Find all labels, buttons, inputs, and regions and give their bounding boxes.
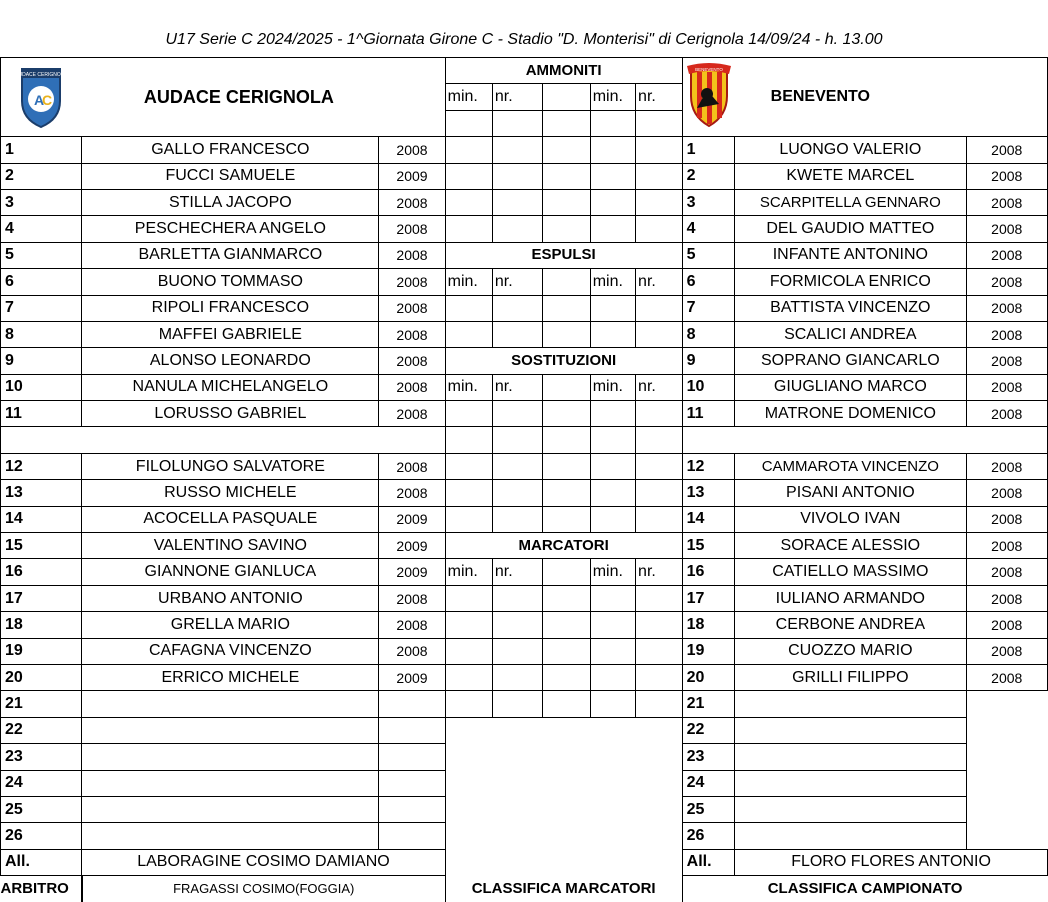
event-cell bbox=[543, 110, 590, 136]
home-player-name: MAFFEI GABRIELE bbox=[82, 321, 379, 347]
away-shirt-number: 13 bbox=[682, 480, 735, 506]
home-birth-year: 2009 bbox=[379, 559, 445, 585]
match-header: U17 Serie C 2024/2025 - 1^Giornata Girone C - Stadio "D. Monterisi" di Cerignola 14/09/24 - h. 13.00 bbox=[165, 31, 883, 48]
home-birth-year bbox=[379, 717, 445, 743]
home-birth-year: 2008 bbox=[379, 612, 445, 638]
ammoniti-title: AMMONITI bbox=[445, 58, 682, 84]
home-shirt-number: 20 bbox=[1, 664, 82, 690]
home-shirt-number: 23 bbox=[1, 744, 82, 770]
away-birth-year: 2008 bbox=[966, 506, 1047, 532]
event-cell bbox=[492, 664, 542, 690]
away-player-name: GRILLI FILIPPO bbox=[735, 664, 966, 690]
event-cell bbox=[543, 84, 590, 110]
home-player-name bbox=[82, 823, 379, 849]
away-shirt-number: 3 bbox=[682, 189, 735, 215]
away-birth-year: 2008 bbox=[966, 401, 1047, 427]
marcatori-min-label: min. bbox=[445, 559, 492, 585]
home-shirt-number: 21 bbox=[1, 691, 82, 717]
sostituzioni-min-label: min. bbox=[445, 374, 492, 400]
event-cell bbox=[445, 612, 492, 638]
away-shirt-number: 5 bbox=[682, 242, 735, 268]
event-cell bbox=[636, 664, 683, 690]
event-cell bbox=[590, 453, 635, 479]
event-cell bbox=[543, 480, 590, 506]
home-birth-year: 2008 bbox=[379, 216, 445, 242]
home-player-name: GRELLA MARIO bbox=[82, 612, 379, 638]
away-player-name: INFANTE ANTONINO bbox=[735, 242, 966, 268]
away-shirt-number: 15 bbox=[682, 533, 735, 559]
event-cell bbox=[636, 295, 683, 321]
event-cell bbox=[492, 189, 542, 215]
home-birth-year bbox=[379, 796, 445, 822]
home-shirt-number: 6 bbox=[1, 269, 82, 295]
away-player-name: IULIANO ARMANDO bbox=[735, 585, 966, 611]
away-player-name: MATRONE DOMENICO bbox=[735, 401, 966, 427]
event-cell bbox=[492, 453, 542, 479]
away-birth-year: 2008 bbox=[966, 664, 1047, 690]
away-player-name bbox=[735, 823, 966, 849]
away-player-name: GIUGLIANO MARCO bbox=[735, 374, 966, 400]
event-cell bbox=[445, 585, 492, 611]
event-cell bbox=[636, 480, 683, 506]
home-player-name: FUCCI SAMUELE bbox=[82, 163, 379, 189]
away-player-name: SCARPITELLA GENNARO bbox=[735, 189, 966, 215]
away-shirt-number: 2 bbox=[682, 163, 735, 189]
event-cell bbox=[492, 110, 542, 136]
event-cell bbox=[445, 110, 492, 136]
home-shirt-number: 2 bbox=[1, 163, 82, 189]
away-player-name: VIVOLO IVAN bbox=[735, 506, 966, 532]
home-birth-year: 2008 bbox=[379, 189, 445, 215]
event-cell bbox=[590, 480, 635, 506]
benevento-crest-icon bbox=[683, 60, 735, 130]
away-birth-year: 2008 bbox=[966, 189, 1047, 215]
separator-cell bbox=[682, 427, 1047, 453]
away-birth-year: 2008 bbox=[966, 321, 1047, 347]
home-player-name: NANULA MICHELANGELO bbox=[82, 374, 379, 400]
home-player-name: ERRICO MICHELE bbox=[82, 664, 379, 690]
ammoniti-min-label: min. bbox=[590, 84, 635, 110]
event-cell bbox=[543, 401, 590, 427]
away-player-name: SOPRANO GIANCARLO bbox=[735, 348, 966, 374]
home-shirt-number: 25 bbox=[1, 796, 82, 822]
home-shirt-number: 22 bbox=[1, 717, 82, 743]
home-shirt-number: 4 bbox=[1, 216, 82, 242]
home-player-name bbox=[82, 796, 379, 822]
away-shirt-number: 6 bbox=[682, 269, 735, 295]
event-cell bbox=[445, 480, 492, 506]
away-shirt-number: 7 bbox=[682, 295, 735, 321]
away-shirt-number: 12 bbox=[682, 453, 735, 479]
home-player-name: CAFAGNA VINCENZO bbox=[82, 638, 379, 664]
home-birth-year: 2008 bbox=[379, 585, 445, 611]
arbitro-label: ARBITRO bbox=[0, 879, 69, 897]
event-cell bbox=[543, 295, 590, 321]
event-cell bbox=[590, 506, 635, 532]
event-cell bbox=[492, 401, 542, 427]
away-shirt-number: 8 bbox=[682, 321, 735, 347]
sostituzioni-min-label: min. bbox=[590, 374, 635, 400]
away-team-name: BENEVENTO bbox=[735, 58, 1048, 137]
home-player-name: FILOLUNGO SALVATORE bbox=[82, 453, 379, 479]
marcatori-nr-label: nr. bbox=[636, 559, 683, 585]
event-cell bbox=[492, 480, 542, 506]
home-player-name bbox=[82, 770, 379, 796]
event-cell bbox=[492, 612, 542, 638]
away-birth-year: 2008 bbox=[966, 374, 1047, 400]
event-cell bbox=[543, 321, 590, 347]
event-cell bbox=[543, 163, 590, 189]
event-cell bbox=[590, 216, 635, 242]
home-player-name: VALENTINO SAVINO bbox=[82, 533, 379, 559]
espulsi-nr-label: nr. bbox=[636, 269, 683, 295]
home-shirt-number: 17 bbox=[1, 585, 82, 611]
home-shirt-number: 14 bbox=[1, 506, 82, 532]
away-birth-year: 2008 bbox=[966, 559, 1047, 585]
event-cell bbox=[492, 295, 542, 321]
event-cell bbox=[445, 216, 492, 242]
event-cell bbox=[636, 638, 683, 664]
home-birth-year: 2009 bbox=[379, 664, 445, 690]
event-cell bbox=[543, 453, 590, 479]
lineup-sheet bbox=[0, 57, 1048, 902]
event-cell bbox=[590, 664, 635, 690]
event-cell bbox=[543, 691, 590, 717]
audace-cerignola-crest-icon bbox=[15, 61, 68, 129]
event-cell bbox=[543, 664, 590, 690]
away-player-name: FORMICOLA ENRICO bbox=[735, 269, 966, 295]
ammoniti-nr-label: nr. bbox=[492, 84, 542, 110]
home-shirt-number: 10 bbox=[1, 374, 82, 400]
home-shirt-number: 26 bbox=[1, 823, 82, 849]
home-shirt-number: 13 bbox=[1, 480, 82, 506]
away-birth-year: 2008 bbox=[966, 612, 1047, 638]
event-cell bbox=[445, 664, 492, 690]
event-cell bbox=[445, 506, 492, 532]
home-shirt-number: 15 bbox=[1, 533, 82, 559]
marcatori-min-label: min. bbox=[590, 559, 635, 585]
away-shirt-number: 23 bbox=[682, 744, 735, 770]
event-cell bbox=[590, 427, 635, 453]
away-shirt-number: 18 bbox=[682, 612, 735, 638]
home-coach-name: LABORAGINE COSIMO DAMIANO bbox=[82, 849, 445, 875]
home-shirt-number: 18 bbox=[1, 612, 82, 638]
blank-area bbox=[445, 717, 682, 875]
event-cell bbox=[492, 691, 542, 717]
away-shirt-number: 22 bbox=[682, 717, 735, 743]
home-birth-year: 2009 bbox=[379, 533, 445, 559]
home-shirt-number: 24 bbox=[1, 770, 82, 796]
away-shirt-number: 10 bbox=[682, 374, 735, 400]
event-cell bbox=[445, 401, 492, 427]
home-shirt-number: 5 bbox=[1, 242, 82, 268]
home-player-name bbox=[82, 744, 379, 770]
classifica-marcatori-title: CLASSIFICA MARCATORI bbox=[445, 876, 682, 902]
away-birth-year: 2008 bbox=[966, 137, 1047, 163]
event-cell bbox=[445, 163, 492, 189]
home-player-name: PESCHECHERA ANGELO bbox=[82, 216, 379, 242]
event-cell bbox=[590, 295, 635, 321]
marcatori-nr-label: nr. bbox=[492, 559, 542, 585]
home-player-name: STILLA JACOPO bbox=[82, 189, 379, 215]
away-shirt-number: 19 bbox=[682, 638, 735, 664]
away-shirt-number: 11 bbox=[682, 401, 735, 427]
away-player-name: CERBONE ANDREA bbox=[735, 612, 966, 638]
espulsi-min-label: min. bbox=[590, 269, 635, 295]
event-cell bbox=[590, 137, 635, 163]
event-cell bbox=[492, 506, 542, 532]
lineup-table bbox=[0, 57, 1048, 902]
away-birth-year: 2008 bbox=[966, 216, 1047, 242]
event-cell bbox=[636, 427, 683, 453]
away-coach-name: FLORO FLORES ANTONIO bbox=[735, 849, 1048, 875]
espulsi-title: ESPULSI bbox=[445, 242, 682, 268]
home-team-name: AUDACE CERIGNOLA bbox=[82, 58, 445, 137]
event-cell bbox=[445, 189, 492, 215]
home-player-name: RUSSO MICHELE bbox=[82, 480, 379, 506]
home-birth-year: 2008 bbox=[379, 295, 445, 321]
svg-text:BENEVENTO: BENEVENTO bbox=[694, 66, 723, 72]
home-shirt-number: 11 bbox=[1, 401, 82, 427]
away-birth-year: 2008 bbox=[966, 163, 1047, 189]
sostituzioni-nr-label: nr. bbox=[636, 374, 683, 400]
away-player-name: DEL GAUDIO MATTEO bbox=[735, 216, 966, 242]
event-cell bbox=[543, 585, 590, 611]
away-shirt-number: 4 bbox=[682, 216, 735, 242]
marcatori-title: MARCATORI bbox=[445, 533, 682, 559]
away-birth-year: 2008 bbox=[966, 480, 1047, 506]
event-cell bbox=[492, 585, 542, 611]
home-birth-year: 2008 bbox=[379, 480, 445, 506]
home-logo-cell bbox=[1, 58, 82, 137]
away-birth-year: 2008 bbox=[966, 585, 1047, 611]
event-cell bbox=[445, 427, 492, 453]
event-cell bbox=[590, 691, 635, 717]
home-player-name: LORUSSO GABRIEL bbox=[82, 401, 379, 427]
home-player-name: BARLETTA GIANMARCO bbox=[82, 242, 379, 268]
event-cell bbox=[636, 612, 683, 638]
svg-text:A: A bbox=[34, 91, 45, 108]
event-cell bbox=[590, 321, 635, 347]
home-player-name: ACOCELLA PASQUALE bbox=[82, 506, 379, 532]
event-cell bbox=[543, 427, 590, 453]
event-cell bbox=[543, 638, 590, 664]
event-cell bbox=[590, 638, 635, 664]
event-cell bbox=[636, 401, 683, 427]
event-cell bbox=[445, 691, 492, 717]
away-player-name: KWETE MARCEL bbox=[735, 163, 966, 189]
away-blank-year bbox=[966, 691, 1047, 849]
home-player-name: URBANO ANTONIO bbox=[82, 585, 379, 611]
event-cell bbox=[636, 321, 683, 347]
sostituzioni-title: SOSTITUZIONI bbox=[445, 348, 682, 374]
away-birth-year: 2008 bbox=[966, 295, 1047, 321]
away-player-name: SORACE ALESSIO bbox=[735, 533, 966, 559]
home-shirt-number: 8 bbox=[1, 321, 82, 347]
event-cell bbox=[590, 163, 635, 189]
away-player-name: BATTISTA VINCENZO bbox=[735, 295, 966, 321]
away-birth-year: 2008 bbox=[966, 242, 1047, 268]
away-shirt-number: 20 bbox=[682, 664, 735, 690]
event-cell bbox=[590, 585, 635, 611]
event-cell bbox=[590, 110, 635, 136]
event-cell bbox=[636, 506, 683, 532]
event-cell bbox=[445, 321, 492, 347]
home-birth-year: 2008 bbox=[379, 348, 445, 374]
home-shirt-number: 12 bbox=[1, 453, 82, 479]
home-shirt-number: 9 bbox=[1, 348, 82, 374]
event-cell bbox=[543, 506, 590, 532]
away-logo-cell bbox=[682, 58, 735, 137]
away-birth-year: 2008 bbox=[966, 533, 1047, 559]
away-player-name: CATIELLO MASSIMO bbox=[735, 559, 966, 585]
event-cell bbox=[590, 401, 635, 427]
event-cell bbox=[543, 216, 590, 242]
home-player-name: ALONSO LEONARDO bbox=[82, 348, 379, 374]
event-cell bbox=[492, 638, 542, 664]
away-shirt-number: 9 bbox=[682, 348, 735, 374]
away-birth-year: 2008 bbox=[966, 269, 1047, 295]
home-birth-year: 2008 bbox=[379, 269, 445, 295]
away-player-name: LUONGO VALERIO bbox=[735, 137, 966, 163]
away-player-name bbox=[735, 796, 966, 822]
event-cell bbox=[543, 374, 590, 400]
home-birth-year bbox=[379, 823, 445, 849]
home-player-name bbox=[82, 717, 379, 743]
event-cell bbox=[543, 269, 590, 295]
event-cell bbox=[492, 216, 542, 242]
away-shirt-number: 26 bbox=[682, 823, 735, 849]
event-cell bbox=[636, 163, 683, 189]
home-player-name: GALLO FRANCESCO bbox=[82, 137, 379, 163]
away-birth-year: 2008 bbox=[966, 348, 1047, 374]
event-cell bbox=[636, 189, 683, 215]
home-birth-year bbox=[379, 770, 445, 796]
away-player-name bbox=[735, 691, 966, 717]
event-cell bbox=[590, 189, 635, 215]
away-shirt-number: 25 bbox=[682, 796, 735, 822]
away-player-name: CUOZZO MARIO bbox=[735, 638, 966, 664]
home-birth-year: 2008 bbox=[379, 242, 445, 268]
svg-text:C: C bbox=[42, 91, 53, 108]
away-player-name: CAMMAROTA VINCENZO bbox=[735, 453, 966, 479]
home-birth-year: 2008 bbox=[379, 374, 445, 400]
home-player-name: RIPOLI FRANCESCO bbox=[82, 295, 379, 321]
espulsi-nr-label: nr. bbox=[492, 269, 542, 295]
home-birth-year: 2008 bbox=[379, 401, 445, 427]
home-birth-year: 2008 bbox=[379, 453, 445, 479]
svg-text:AUDACE CERIGNOLA: AUDACE CERIGNOLA bbox=[15, 71, 68, 78]
home-shirt-number: 7 bbox=[1, 295, 82, 321]
home-birth-year: 2009 bbox=[379, 506, 445, 532]
event-cell bbox=[543, 137, 590, 163]
home-shirt-number: 3 bbox=[1, 189, 82, 215]
event-cell bbox=[636, 110, 683, 136]
event-cell bbox=[445, 453, 492, 479]
away-shirt-number: 16 bbox=[682, 559, 735, 585]
home-birth-year bbox=[379, 744, 445, 770]
away-shirt-number: 1 bbox=[682, 137, 735, 163]
home-birth-year: 2008 bbox=[379, 137, 445, 163]
away-shirt-number: 21 bbox=[682, 691, 735, 717]
home-player-name: BUONO TOMMASO bbox=[82, 269, 379, 295]
home-birth-year: 2009 bbox=[379, 163, 445, 189]
home-coach-label: All. bbox=[1, 849, 82, 875]
home-birth-year: 2008 bbox=[379, 321, 445, 347]
event-cell bbox=[492, 163, 542, 189]
home-birth-year bbox=[379, 691, 445, 717]
away-shirt-number: 17 bbox=[682, 585, 735, 611]
away-shirt-number: 14 bbox=[682, 506, 735, 532]
away-birth-year: 2008 bbox=[966, 638, 1047, 664]
event-cell bbox=[543, 559, 590, 585]
event-cell bbox=[492, 137, 542, 163]
away-player-name: PISANI ANTONIO bbox=[735, 480, 966, 506]
home-shirt-number: 19 bbox=[1, 638, 82, 664]
event-cell bbox=[636, 137, 683, 163]
away-birth-year: 2008 bbox=[966, 453, 1047, 479]
away-player-name bbox=[735, 770, 966, 796]
home-player-name bbox=[82, 691, 379, 717]
away-shirt-number: 24 bbox=[682, 770, 735, 796]
home-player-name: GIANNONE GIANLUCA bbox=[82, 559, 379, 585]
home-shirt-number: 1 bbox=[1, 137, 82, 163]
event-cell bbox=[636, 453, 683, 479]
espulsi-min-label: min. bbox=[445, 269, 492, 295]
event-cell bbox=[590, 612, 635, 638]
away-player-name bbox=[735, 744, 966, 770]
ammoniti-min-label: min. bbox=[445, 84, 492, 110]
away-player-name bbox=[735, 717, 966, 743]
event-cell bbox=[492, 427, 542, 453]
event-cell bbox=[636, 216, 683, 242]
arbitro-name: FRAGASSI COSIMO(FOGGIA) bbox=[82, 876, 445, 902]
event-cell bbox=[636, 585, 683, 611]
away-coach-label: All. bbox=[682, 849, 735, 875]
event-cell bbox=[492, 321, 542, 347]
sostituzioni-nr-label: nr. bbox=[492, 374, 542, 400]
home-shirt-number: 16 bbox=[1, 559, 82, 585]
event-cell bbox=[543, 612, 590, 638]
event-cell bbox=[445, 137, 492, 163]
ammoniti-nr-label: nr. bbox=[636, 84, 683, 110]
separator-cell bbox=[1, 427, 446, 453]
away-player-name: SCALICI ANDREA bbox=[735, 321, 966, 347]
event-cell bbox=[445, 295, 492, 321]
home-birth-year: 2008 bbox=[379, 638, 445, 664]
event-cell bbox=[543, 189, 590, 215]
classifica-campionato-title: CLASSIFICA CAMPIONATO bbox=[767, 879, 963, 897]
event-cell bbox=[445, 638, 492, 664]
event-cell bbox=[636, 691, 683, 717]
